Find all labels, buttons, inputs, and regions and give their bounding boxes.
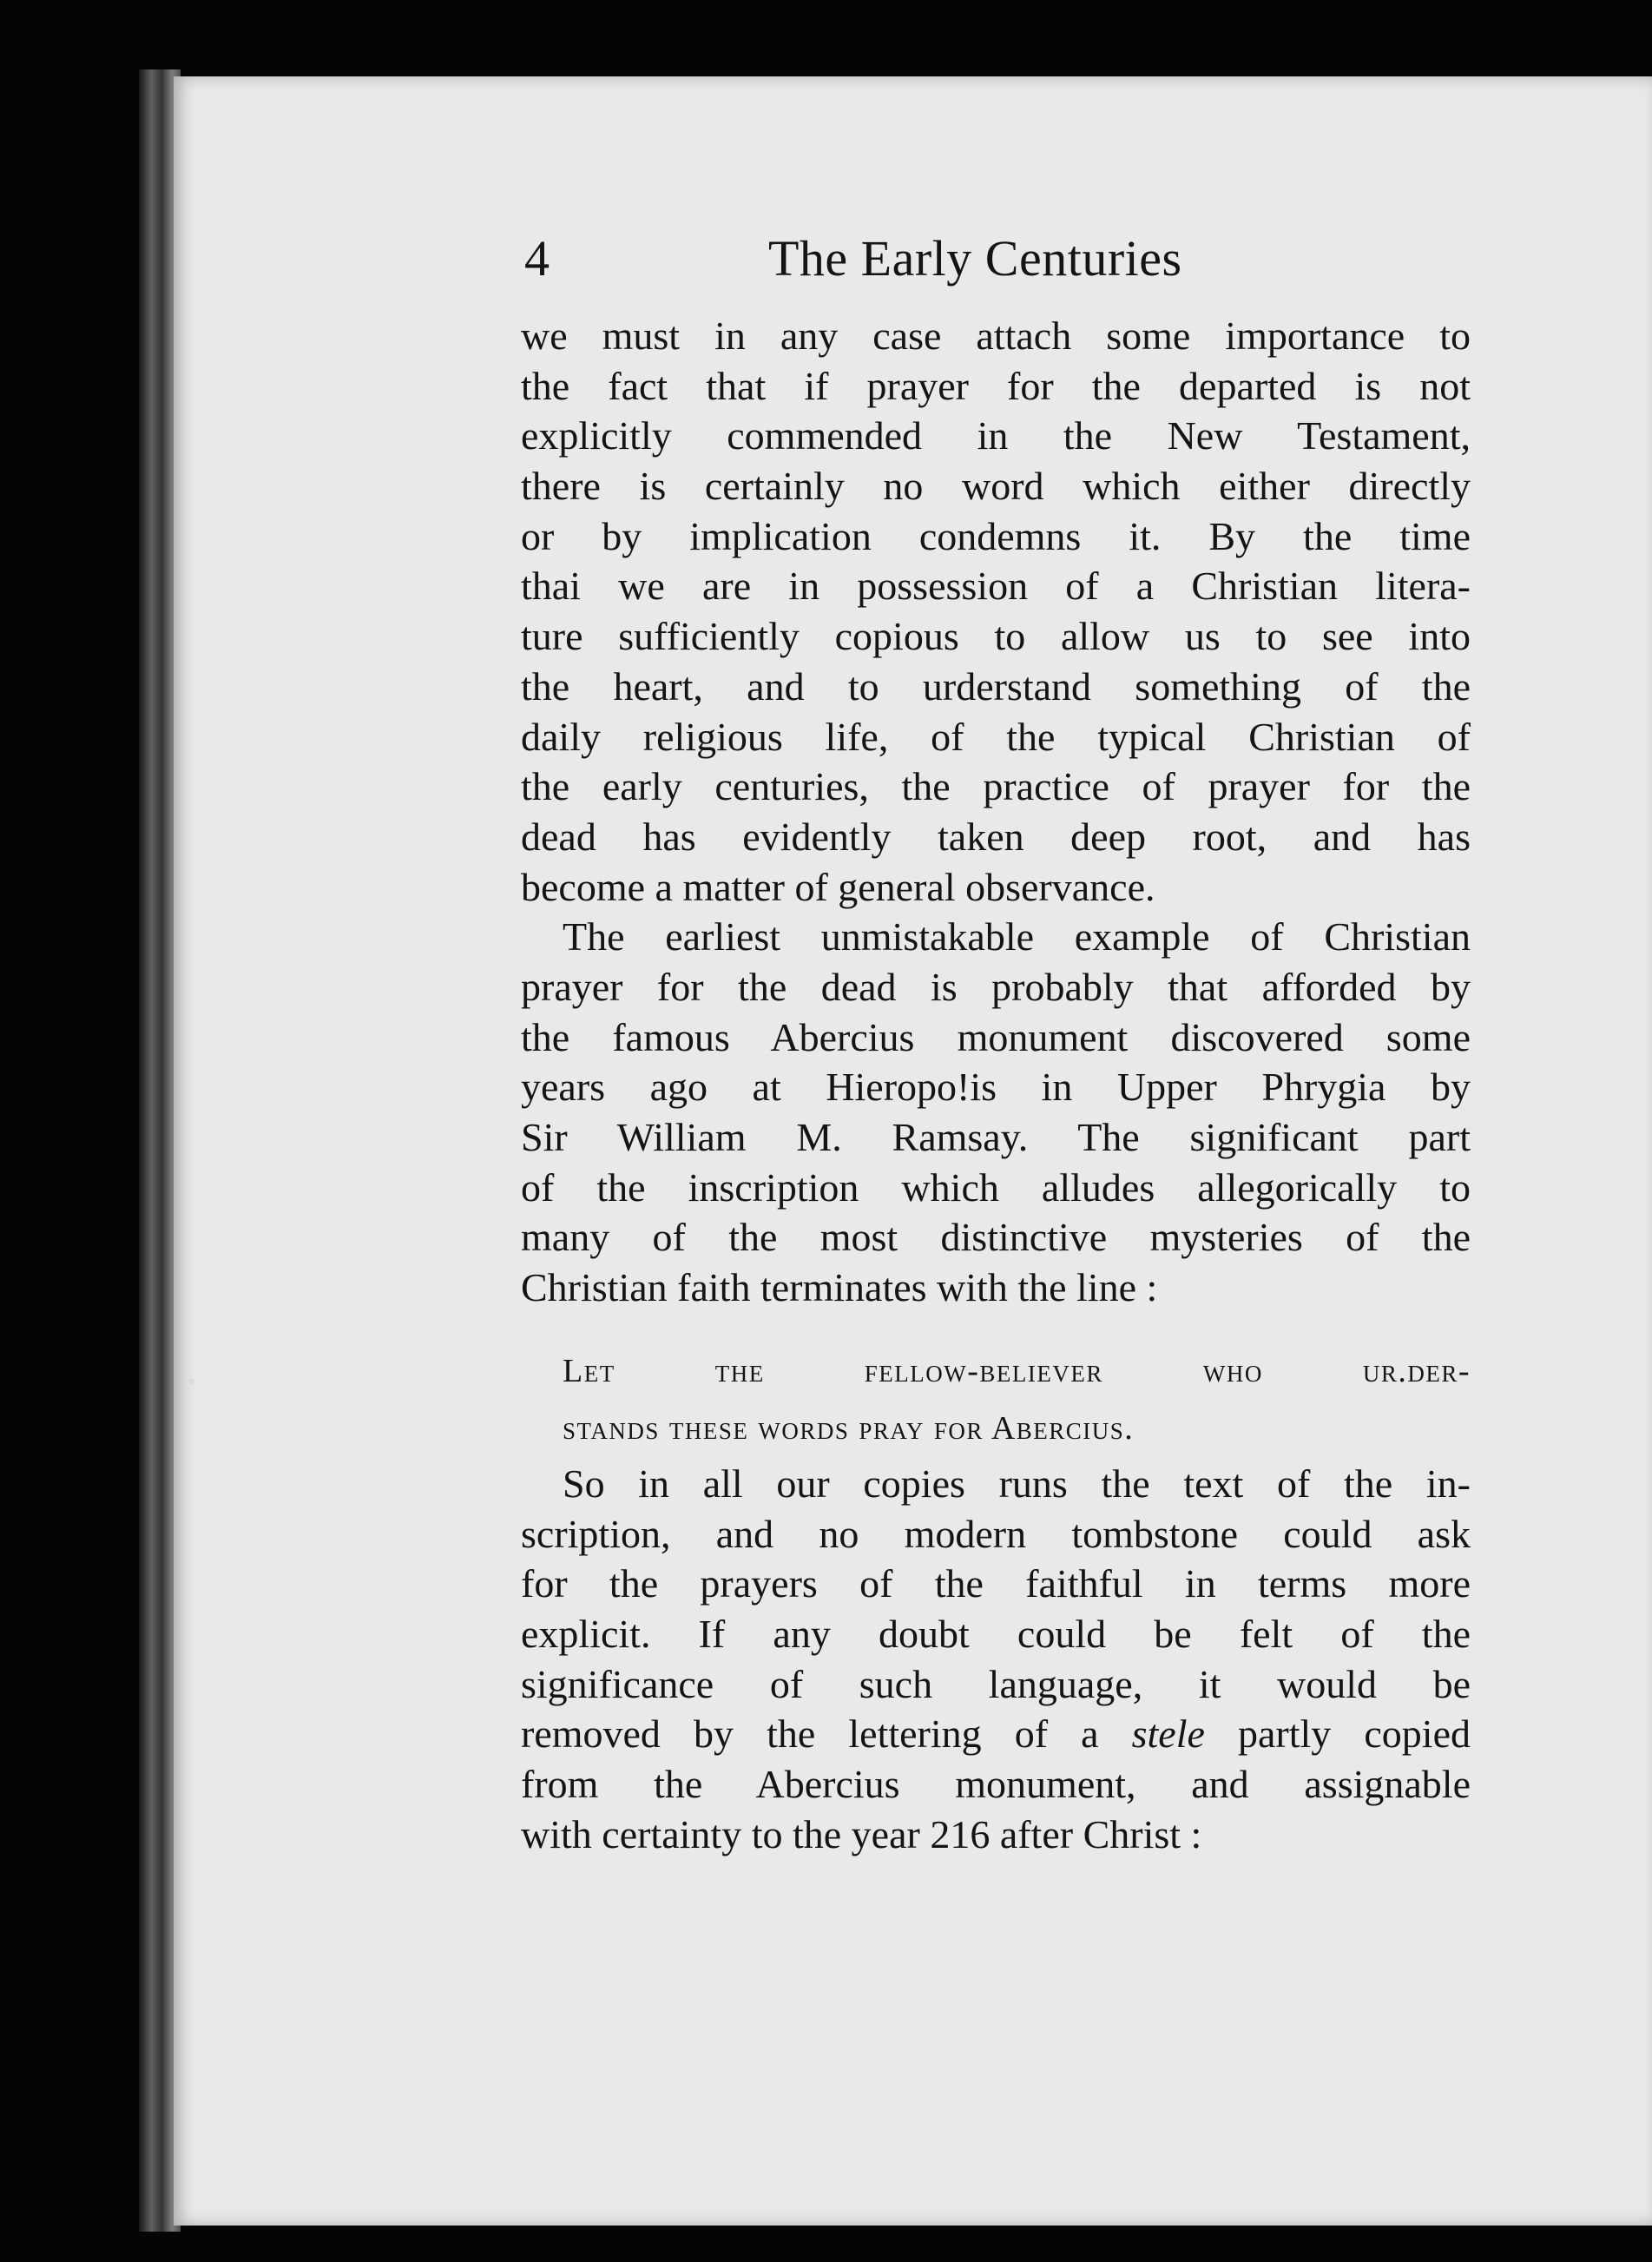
paper-speck (189, 1379, 194, 1384)
text-line: ture sufficiently copious to allow us to see into (521, 614, 1471, 659)
text-segment: removed by the lettering of a (521, 1711, 1132, 1757)
text-line: Sir William M. Ramsay. The significant part (521, 1115, 1471, 1159)
text-line: explicit. If any doubt could be felt of the (521, 1612, 1471, 1657)
text-line: there is certainly no word which either directly (521, 464, 1471, 509)
text-line: prayer for the dead is probably that afforded by (521, 964, 1471, 1009)
text-line: the fact that if prayer for the departed is not (521, 363, 1471, 408)
text-line-with-italic (521, 1709, 1471, 1759)
body-text-upper (521, 311, 1471, 1313)
text-line: many of the most distinctive mysteries of the (521, 1215, 1471, 1260)
text-line: The earliest unmistakable example of Christian (563, 914, 1471, 960)
text-line: years ago at Hieropo!is in Upper Phrygia by (521, 1065, 1471, 1110)
text-segment: partly copied (1204, 1711, 1471, 1757)
paragraph-1 (521, 311, 1471, 912)
text-line: or by implication condemns it. By the time (521, 513, 1471, 558)
running-title: The Early Centuries (768, 230, 1182, 287)
text-line: with certainty to the year 216 after Christ : (521, 1811, 1202, 1856)
text-line: thai we are in possession of a Christian litera- (521, 564, 1471, 609)
text-line: of the inscription which alludes allegorically to (521, 1164, 1471, 1210)
text-line: the early centuries, the practice of prayer for the (521, 764, 1471, 809)
inscription-line: stands these words pray for Abercius. (563, 1410, 1135, 1447)
text-line: Christian faith terminates with the line : (521, 1265, 1158, 1310)
text-line: significance of such language, it would be (521, 1661, 1471, 1706)
paragraph-2 (521, 912, 1471, 1313)
inscription-line: Let the fellow-believer who ur.der- (563, 1353, 1471, 1389)
text-line: So in all our copies runs the text of the in- (563, 1461, 1471, 1506)
text-line: daily religious life, of the typical Christian of (521, 714, 1471, 759)
text-line: explicitly commended in the New Testament, (521, 413, 1471, 458)
running-head (521, 230, 1471, 287)
page-number: 4 (524, 230, 550, 287)
text-line: scription, and no modern tombstone could ask (521, 1511, 1471, 1556)
italic-word: stele (1131, 1711, 1205, 1757)
text-line: become a matter of general observance. (521, 864, 1155, 909)
text-line: we must in any case attach some importance to (521, 313, 1471, 358)
text-line: for the prayers of the faithful in terms more (521, 1561, 1471, 1606)
text-line: from the Abercius monument, and assignable (521, 1762, 1471, 1807)
paragraph-3 (521, 1459, 1471, 1860)
body-text-lower (521, 1459, 1471, 1860)
text-line: dead has evidently taken deep root, and has (521, 814, 1471, 859)
inscription-quote (563, 1342, 1471, 1457)
text-line: the famous Abercius monument discovered some (521, 1014, 1471, 1059)
text-line: the heart, and to urderstand something of the (521, 663, 1471, 709)
